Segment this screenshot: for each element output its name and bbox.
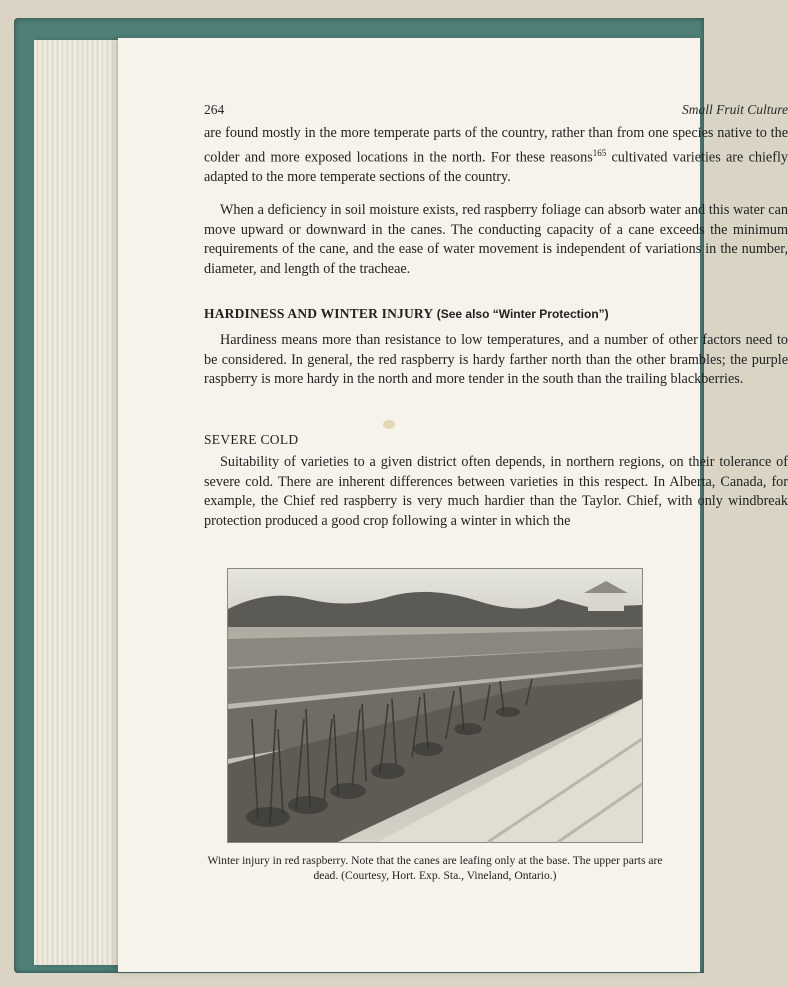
paragraph-severe-cold: Suitability of varieties to a given district often depends, in northern regions, on their tolerance of severe cold. There are inherent differences between varieties in this respect. In Alberta, Canada, for example, the Chief red raspberry is very much hardier than the Taylor. Chief, with only windbreak protection produced a good crop following a winter in which the — [204, 454, 788, 529]
running-title: Small Fruit Culture — [681, 102, 788, 117]
paragraph-text: are found mostly in the more temperate parts of the country, rather than from one species native to the colder and more exposed locations in the north. For these reasons — [204, 125, 788, 166]
subsection-heading-severe-cold: SEVERE COLD — [204, 432, 299, 447]
footnote-ref: 165 — [592, 147, 607, 158]
section-heading-hardiness — [204, 306, 788, 322]
paragraph-soil-moisture: When a deficiency in soil moisture exists, red raspberry foliage can absorb water and this water can move upward or downward in the canes. The conducting capacity of a cane exceeds the minimum requirements of the cane, and the ease of water movement is independent of variations in the number, diameter, and length of the tracheae. — [204, 202, 788, 277]
paragraph-continued — [204, 124, 788, 188]
raspberry-field-photo — [227, 568, 643, 843]
heading-cross-reference: (See also “Winter Protection”) — [436, 307, 609, 321]
page-number: 264 — [204, 102, 225, 117]
page-stain — [383, 420, 395, 429]
heading-text: HARDINESS AND WINTER INJURY — [204, 306, 434, 321]
paragraph-text: cultivated varieties are chiefly adapted to the more temperate sections of the country. — [204, 149, 788, 185]
figure-caption: Winter injury in red raspberry. Note that the canes are leafing only at the base. The upper parts are dead. (Courtesy, Hort. Exp. Sta., Vineland, Ontario.) — [207, 854, 663, 882]
photo-illustration — [228, 569, 642, 842]
paragraph-hardiness: Hardiness means more than resistance to low temperatures, and a number of other factors need to be considered. In general, the red raspberry is hardy farther north than the other brambles; the purple raspberry is more hardy in the north and more tender in the south than the trailing blackberries. — [204, 332, 788, 388]
page-header — [204, 102, 788, 120]
book-page — [118, 38, 788, 972]
page-edges — [34, 40, 124, 965]
